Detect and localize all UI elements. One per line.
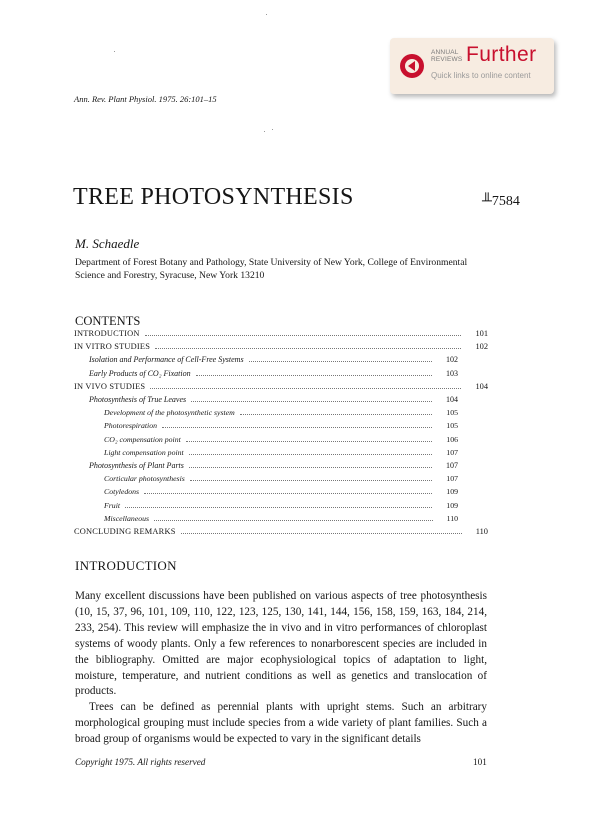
toc-entry-label: Miscellaneous	[104, 513, 150, 523]
page-number: 101	[473, 757, 487, 767]
toc-entry-label: Cotyledons	[104, 487, 140, 497]
scan-speck	[264, 131, 265, 132]
toc-leader-dots	[145, 335, 461, 336]
toc-entry-label: Early Products of CO₂ Fixation	[89, 368, 191, 378]
badge-further-word: Further	[466, 43, 537, 66]
toc-entry-page: 109	[446, 487, 458, 497]
toc-leader-dots	[191, 401, 432, 402]
article-code: ╨7584	[482, 194, 520, 209]
toc-entry-label: Photorespiration	[104, 421, 157, 431]
toc-entry-page: 105	[446, 421, 458, 431]
annual-reviews-logo-icon	[399, 53, 425, 79]
toc-entry-page: 102	[446, 355, 458, 365]
toc-entry-page: 103	[446, 368, 458, 378]
toc-entry-label: Fruit	[104, 500, 121, 510]
introduction-paragraph-2: Trees can be defined as perennial plants with upright stems. Such an arbitrary morphological grouping must include species from a wide variety of plant families. Such a broad group of organisms would be expected to vary in the significant details	[75, 701, 487, 746]
toc-entry-page: 101	[475, 329, 488, 338]
author-affiliation: Department of Forest Botany and Pathology, State University of New York, College of Environmental Science and Forestry, Syracuse, New York 13210	[75, 257, 468, 281]
toc-entry[interactable]	[89, 460, 458, 471]
toc-entry-label: Corticular photosynthesis	[104, 474, 185, 484]
toc-entry-page: 105	[446, 408, 458, 418]
toc-entry-page: 109	[446, 500, 458, 510]
toc-entry-label: Photosynthesis of True Leaves	[89, 395, 187, 404]
introduction-paragraph-1: Many excellent discussions have been published on various aspects of tree photosynthesis (10, 15, 37, 96, 101, 109, 110, 122, 123, 125, 130, 141, 144, 156, 158, 159, 163, 184, 214, 233, 254). This review will emphasize the in vivo and in vitro performances of chloroplast systems of woody plants. Only a few references to nonarborescent species are included in the bibliography. Omitted are major ecophysiological topics of adaptation to light, moisture, temperature, and nutrient conditions as well as genetics and translocation of products.	[75, 590, 487, 698]
toc-entry-label: CO₂ compensation point	[104, 434, 181, 444]
article-title: TREE PHOTOSYNTHESIS	[73, 184, 354, 210]
toc-entry-page: 104	[475, 381, 488, 391]
toc-entry[interactable]	[74, 328, 488, 339]
toc-entry[interactable]	[104, 434, 458, 445]
toc-entry-page: 107	[446, 447, 458, 457]
toc-entry[interactable]	[104, 486, 458, 497]
scan-speck	[114, 51, 115, 52]
toc-entry-label: Photosynthesis of Plant Parts	[89, 461, 184, 470]
toc-entry-page: 110	[475, 527, 488, 536]
badge-brand-line2: REVIEWS	[431, 56, 463, 63]
toc-entry-label: Development of the photosynthetic system	[104, 408, 235, 418]
toc-leader-dots	[189, 454, 432, 455]
badge-brand-text	[431, 49, 462, 63]
toc-entry[interactable]	[89, 368, 458, 379]
toc-entry-label: CONCLUDING REMARKS	[74, 527, 176, 536]
toc-entry[interactable]	[74, 381, 488, 392]
toc-entry[interactable]	[104, 407, 458, 418]
toc-leader-dots	[196, 375, 432, 376]
toc-entry-page: 102	[475, 342, 488, 352]
toc-leader-dots	[240, 414, 432, 415]
toc-entry[interactable]	[74, 526, 488, 537]
badge-brand-line1: ANNUAL	[431, 49, 459, 56]
toc-leader-dots	[144, 493, 432, 494]
introduction-body	[75, 589, 487, 748]
toc-entry-page: 104	[446, 395, 458, 404]
toc-leader-dots	[186, 441, 432, 442]
toc-entry-page: 107	[446, 474, 458, 484]
introduction-heading: INTRODUCTION	[75, 558, 177, 573]
toc-entry[interactable]	[104, 513, 458, 524]
annual-reviews-further-badge[interactable]	[390, 38, 554, 94]
toc-entry[interactable]	[104, 473, 458, 484]
toc-entry-label: INTRODUCTION	[74, 329, 140, 338]
toc-entry[interactable]	[89, 394, 458, 405]
toc-entry-label: Light compensation point	[104, 447, 184, 457]
toc-entry-label: IN VITRO STUDIES	[74, 342, 151, 352]
copyright-notice: Copyright 1975. All rights reserved	[75, 757, 206, 767]
scan-speck	[272, 129, 273, 130]
toc-entry-label: IN VIVO STUDIES	[74, 381, 146, 391]
toc-leader-dots	[162, 427, 432, 428]
toc-leader-dots	[189, 467, 432, 468]
toc-entry[interactable]	[104, 420, 458, 431]
toc-entry-page: 107	[446, 461, 458, 470]
toc-leader-dots	[154, 520, 433, 521]
toc-leader-dots	[249, 361, 432, 362]
toc-entry[interactable]	[104, 500, 458, 511]
toc-leader-dots	[181, 533, 462, 534]
scan-speck	[266, 14, 267, 15]
author-name: M. Schaedle	[75, 236, 140, 251]
contents-heading: CONTENTS	[75, 314, 141, 328]
toc-entry[interactable]	[104, 447, 458, 458]
badge-subtitle: Quick links to online content	[431, 71, 531, 80]
toc-entry-page: 106	[446, 434, 458, 444]
toc-entry[interactable]	[74, 341, 488, 352]
toc-entry[interactable]	[89, 354, 458, 365]
toc-leader-dots	[150, 388, 461, 389]
toc-leader-dots	[125, 507, 432, 508]
toc-entry-page: 110	[446, 513, 458, 523]
toc-leader-dots	[155, 348, 461, 349]
toc-leader-dots	[190, 480, 432, 481]
journal-citation: Ann. Rev. Plant Physiol. 1975. 26:101–15	[74, 94, 217, 104]
toc-entry-label: Isolation and Performance of Cell-Free Systems	[89, 355, 244, 365]
